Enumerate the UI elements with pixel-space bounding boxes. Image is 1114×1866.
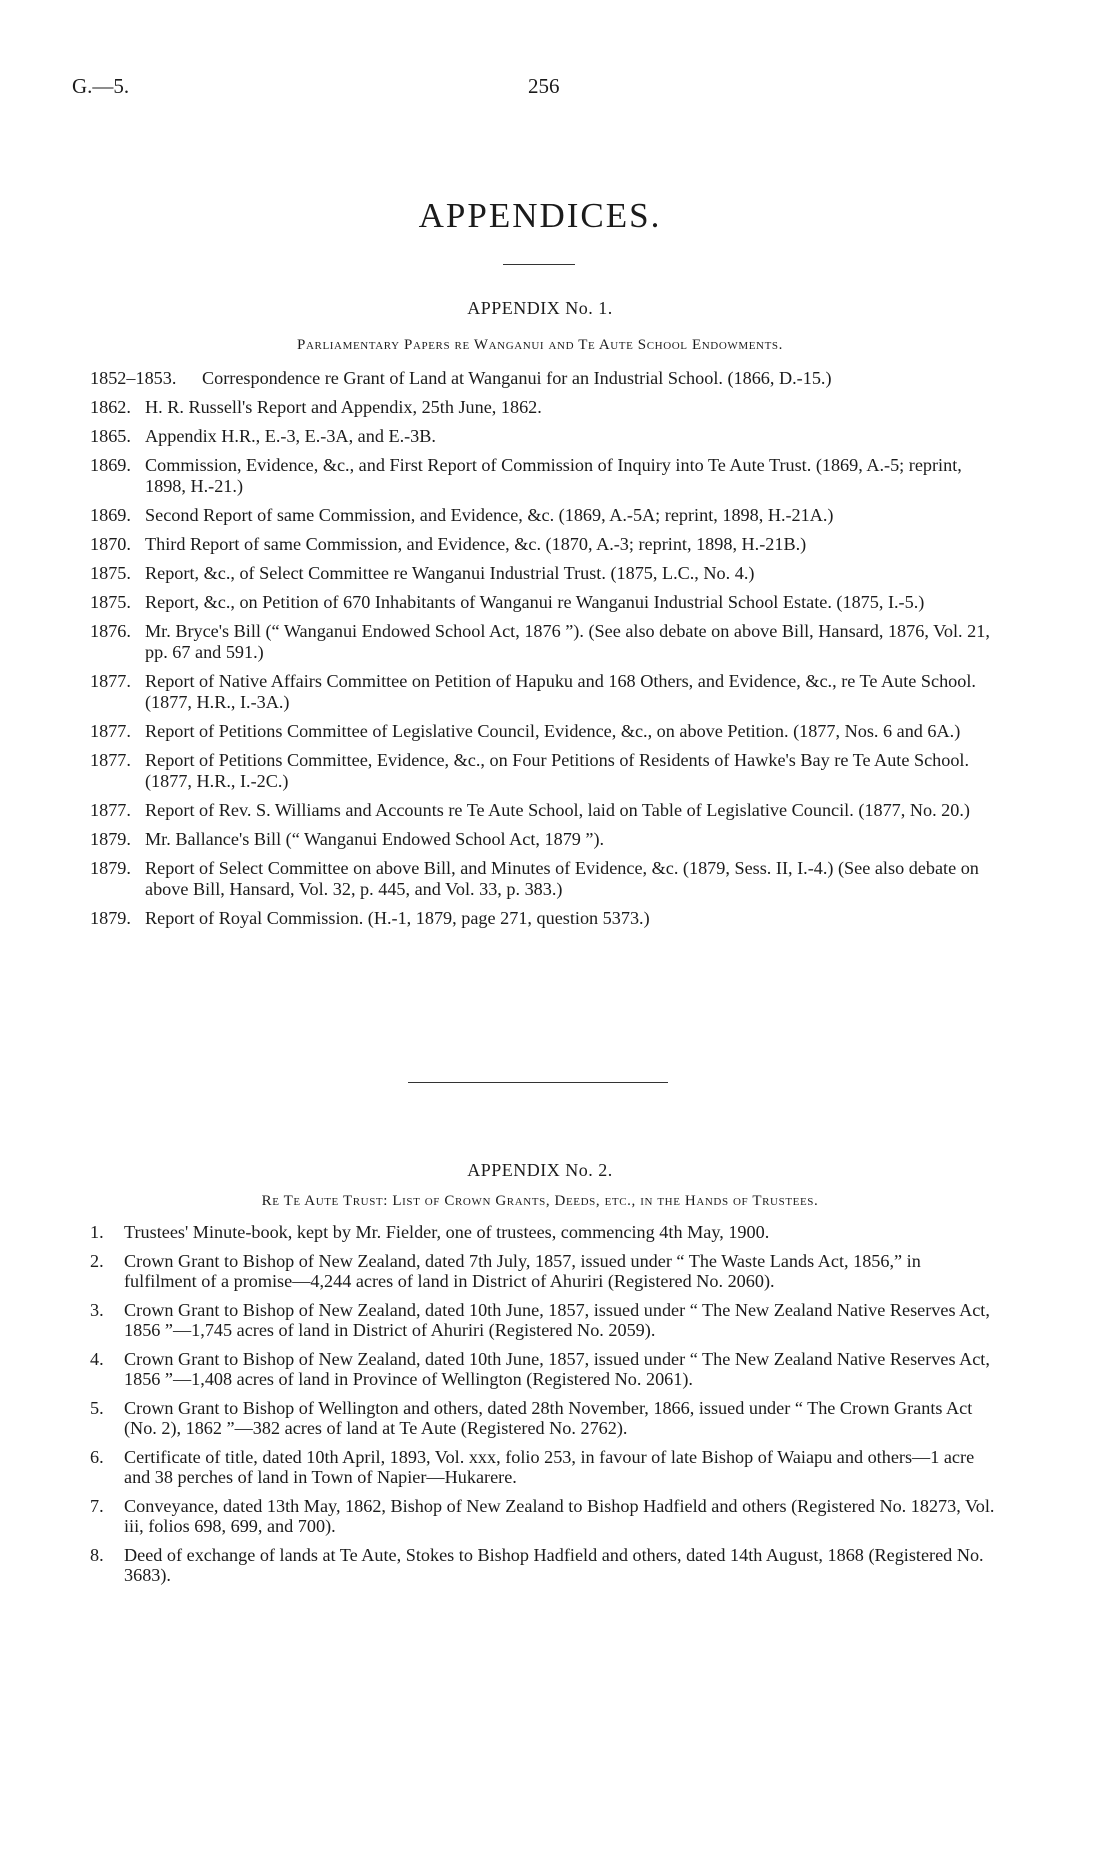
- entry-text: Report of Royal Commission. (H.-1, 1879, page 271, question 5373.): [145, 908, 650, 928]
- entry-year: 1865.: [90, 426, 131, 446]
- entry-text: Report of Rev. S. Williams and Accounts re Te Aute School, laid on Table of Legislative Council. (1877, No. 20.): [145, 800, 970, 820]
- entry-year: 1870.: [90, 534, 131, 554]
- entry-text: Third Report of same Commission, and Evidence, &c. (1870, A.-3; reprint, 1898, H.-21B.): [145, 534, 807, 554]
- appendix-2-item: [90, 1251, 998, 1291]
- entry-text: Report of Native Affairs Committee on Petition of Hapuku and 168 Others, and Evidence, &c., re Te Aute School. (1877, H.R., I.-3A.): [145, 671, 976, 712]
- item-number: 5.: [90, 1398, 104, 1418]
- appendix-1-entry: [90, 858, 998, 900]
- appendix-1-entry: [90, 368, 998, 389]
- item-number: 1.: [90, 1222, 104, 1242]
- entry-year: 1877.: [90, 721, 131, 741]
- entry-text: H. R. Russell's Report and Appendix, 25th June, 1862.: [145, 397, 542, 417]
- entry-year: 1869.: [90, 455, 131, 475]
- appendix-1-entry: [90, 829, 998, 850]
- appendix-2-heading: APPENDIX No. 2.: [467, 1160, 613, 1180]
- entry-year: 1877.: [90, 671, 131, 691]
- entry-year: 1879.: [90, 858, 131, 878]
- item-number: 4.: [90, 1349, 104, 1369]
- entry-year: 1877.: [90, 800, 131, 820]
- entry-text: Second Report of same Commission, and Evidence, &c. (1869, A.-5A; reprint, 1898, H.-21A.): [145, 505, 834, 525]
- appendix-2-list: [90, 1222, 998, 1594]
- entry-year: 1852–1853.: [90, 368, 177, 388]
- entry-year: 1869.: [90, 505, 131, 525]
- entry-text: Report of Select Committee on above Bill, and Minutes of Evidence, &c. (1879, Sess. II, I.-4.) (See also debate on above Bill, Hansard, Vol. 32, p. 445, and Vol. 33, p. 383.): [145, 858, 979, 899]
- appendix-1-entry: [90, 563, 998, 584]
- entry-year: 1875.: [90, 592, 131, 612]
- appendix-2-item: [90, 1349, 998, 1389]
- section-divider: [408, 1082, 668, 1083]
- appendix-2-item: [90, 1447, 998, 1487]
- item-number: 6.: [90, 1447, 104, 1467]
- item-number: 7.: [90, 1496, 104, 1516]
- item-text: Deed of exchange of lands at Te Aute, Stokes to Bishop Hadfield and others, dated 14th August, 1868 (Registered No. 3683).: [124, 1545, 984, 1585]
- appendix-1-list: [90, 368, 998, 937]
- entry-text: Report, &c., of Select Committee re Wanganui Industrial Trust. (1875, L.C., No. 4.): [145, 563, 755, 583]
- item-text: Trustees' Minute-book, kept by Mr. Fielder, one of trustees, commencing 4th May, 1900.: [124, 1222, 770, 1242]
- appendix-2-item: [90, 1496, 998, 1536]
- appendix-2-item: [90, 1398, 998, 1438]
- title-divider: [503, 264, 575, 265]
- item-text: Crown Grant to Bishop of New Zealand, dated 7th July, 1857, issued under “ The Waste Lands Act, 1856,” in fulfilment of a promise—4,244 acres of land in District of Ahuriri (Registered No. 2060).: [124, 1251, 921, 1291]
- appendix-1-heading: APPENDIX No. 1.: [467, 298, 613, 318]
- appendix-1-entry: [90, 750, 998, 792]
- appendix-1-entry: [90, 908, 998, 929]
- item-number: 2.: [90, 1251, 104, 1271]
- item-text: Crown Grant to Bishop of New Zealand, dated 10th June, 1857, issued under “ The New Zealand Native Reserves Act, 1856 ”—1,408 acres of land in Province of Wellington (Registered No. 2061).: [124, 1349, 990, 1389]
- appendix-1-subtitle: Parliamentary Papers re Wanganui and Te Aute School Endowments.: [297, 337, 783, 353]
- entry-text: Appendix H.R., E.-3, E.-3A, and E.-3B.: [145, 426, 436, 446]
- appendix-2-subtitle: Re Te Aute Trust: List of Crown Grants, Deeds, etc., in the Hands of Trustees.: [261, 1193, 819, 1209]
- document-reference: G.—5.: [72, 74, 130, 98]
- entry-year: 1879.: [90, 908, 131, 928]
- appendix-2-item: [90, 1545, 998, 1585]
- item-text: Crown Grant to Bishop of New Zealand, dated 10th June, 1857, issued under “ The New Zealand Native Reserves Act, 1856 ”—1,745 acres of land in District of Ahuriri (Registered No. 2059).: [124, 1300, 990, 1340]
- entry-text: Report, &c., on Petition of 670 Inhabitants of Wanganui re Wanganui Industrial School Estate. (1875, I.-5.): [145, 592, 925, 612]
- item-text: Crown Grant to Bishop of Wellington and others, dated 28th November, 1866, issued under “ The Crown Grants Act (No. 2), 1862 ”—382 acres of land at Te Aute (Registered No. 2762).: [124, 1398, 973, 1438]
- item-number: 3.: [90, 1300, 104, 1320]
- entry-year: 1862.: [90, 397, 131, 417]
- item-text: Conveyance, dated 13th May, 1862, Bishop of New Zealand to Bishop Hadfield and others (Registered No. 18273, Vol. iii, folios 698, 699, and 700).: [124, 1496, 995, 1536]
- appendix-1-entry: [90, 800, 998, 821]
- appendix-2-item: [90, 1222, 998, 1242]
- appendix-1-entry: [90, 505, 998, 526]
- appendix-1-entry: [90, 621, 998, 663]
- entry-text: Mr. Bryce's Bill (“ Wanganui Endowed School Act, 1876 ”). (See also debate on above Bill, Hansard, 1876, Vol. 21, pp. 67 and 591.): [145, 621, 990, 662]
- item-number: 8.: [90, 1545, 104, 1565]
- appendix-1-entry: [90, 592, 998, 613]
- entry-text: Report of Petitions Committee of Legislative Council, Evidence, &c., on above Petition. (1877, Nos. 6 and 6A.): [145, 721, 961, 741]
- appendix-1-entry: [90, 671, 998, 713]
- entry-year: 1879.: [90, 829, 131, 849]
- page-number: 256: [528, 74, 560, 98]
- appendix-2-item: [90, 1300, 998, 1340]
- entry-text: Mr. Ballance's Bill (“ Wanganui Endowed School Act, 1879 ”).: [145, 829, 605, 849]
- appendix-1-entry: [90, 426, 998, 447]
- entry-text: Report of Petitions Committee, Evidence, &c., on Four Petitions of Residents of Hawke's Bay re Te Aute School. (1877, H.R., I.-2C.): [145, 750, 970, 791]
- entry-text: Correspondence re Grant of Land at Wanganui for an Industrial School. (1866, D.-15.): [202, 368, 832, 388]
- appendix-1-entry: [90, 455, 998, 497]
- appendix-1-entry: [90, 721, 998, 742]
- appendix-1-entry: [90, 397, 998, 418]
- entry-text: Commission, Evidence, &c., and First Report of Commission of Inquiry into Te Aute Trust. (1869, A.-5; reprint, 1898, H.-21.): [145, 455, 962, 496]
- item-text: Certificate of title, dated 10th April, 1893, Vol. xxx, folio 253, in favour of late Bishop of Waiapu and others—1 acre and 38 perches of land in Town of Napier—Hukarere.: [124, 1447, 975, 1487]
- entry-year: 1875.: [90, 563, 131, 583]
- entry-year: 1877.: [90, 750, 131, 770]
- entry-year: 1876.: [90, 621, 131, 641]
- page-title: APPENDICES.: [418, 196, 662, 235]
- appendix-1-entry: [90, 534, 998, 555]
